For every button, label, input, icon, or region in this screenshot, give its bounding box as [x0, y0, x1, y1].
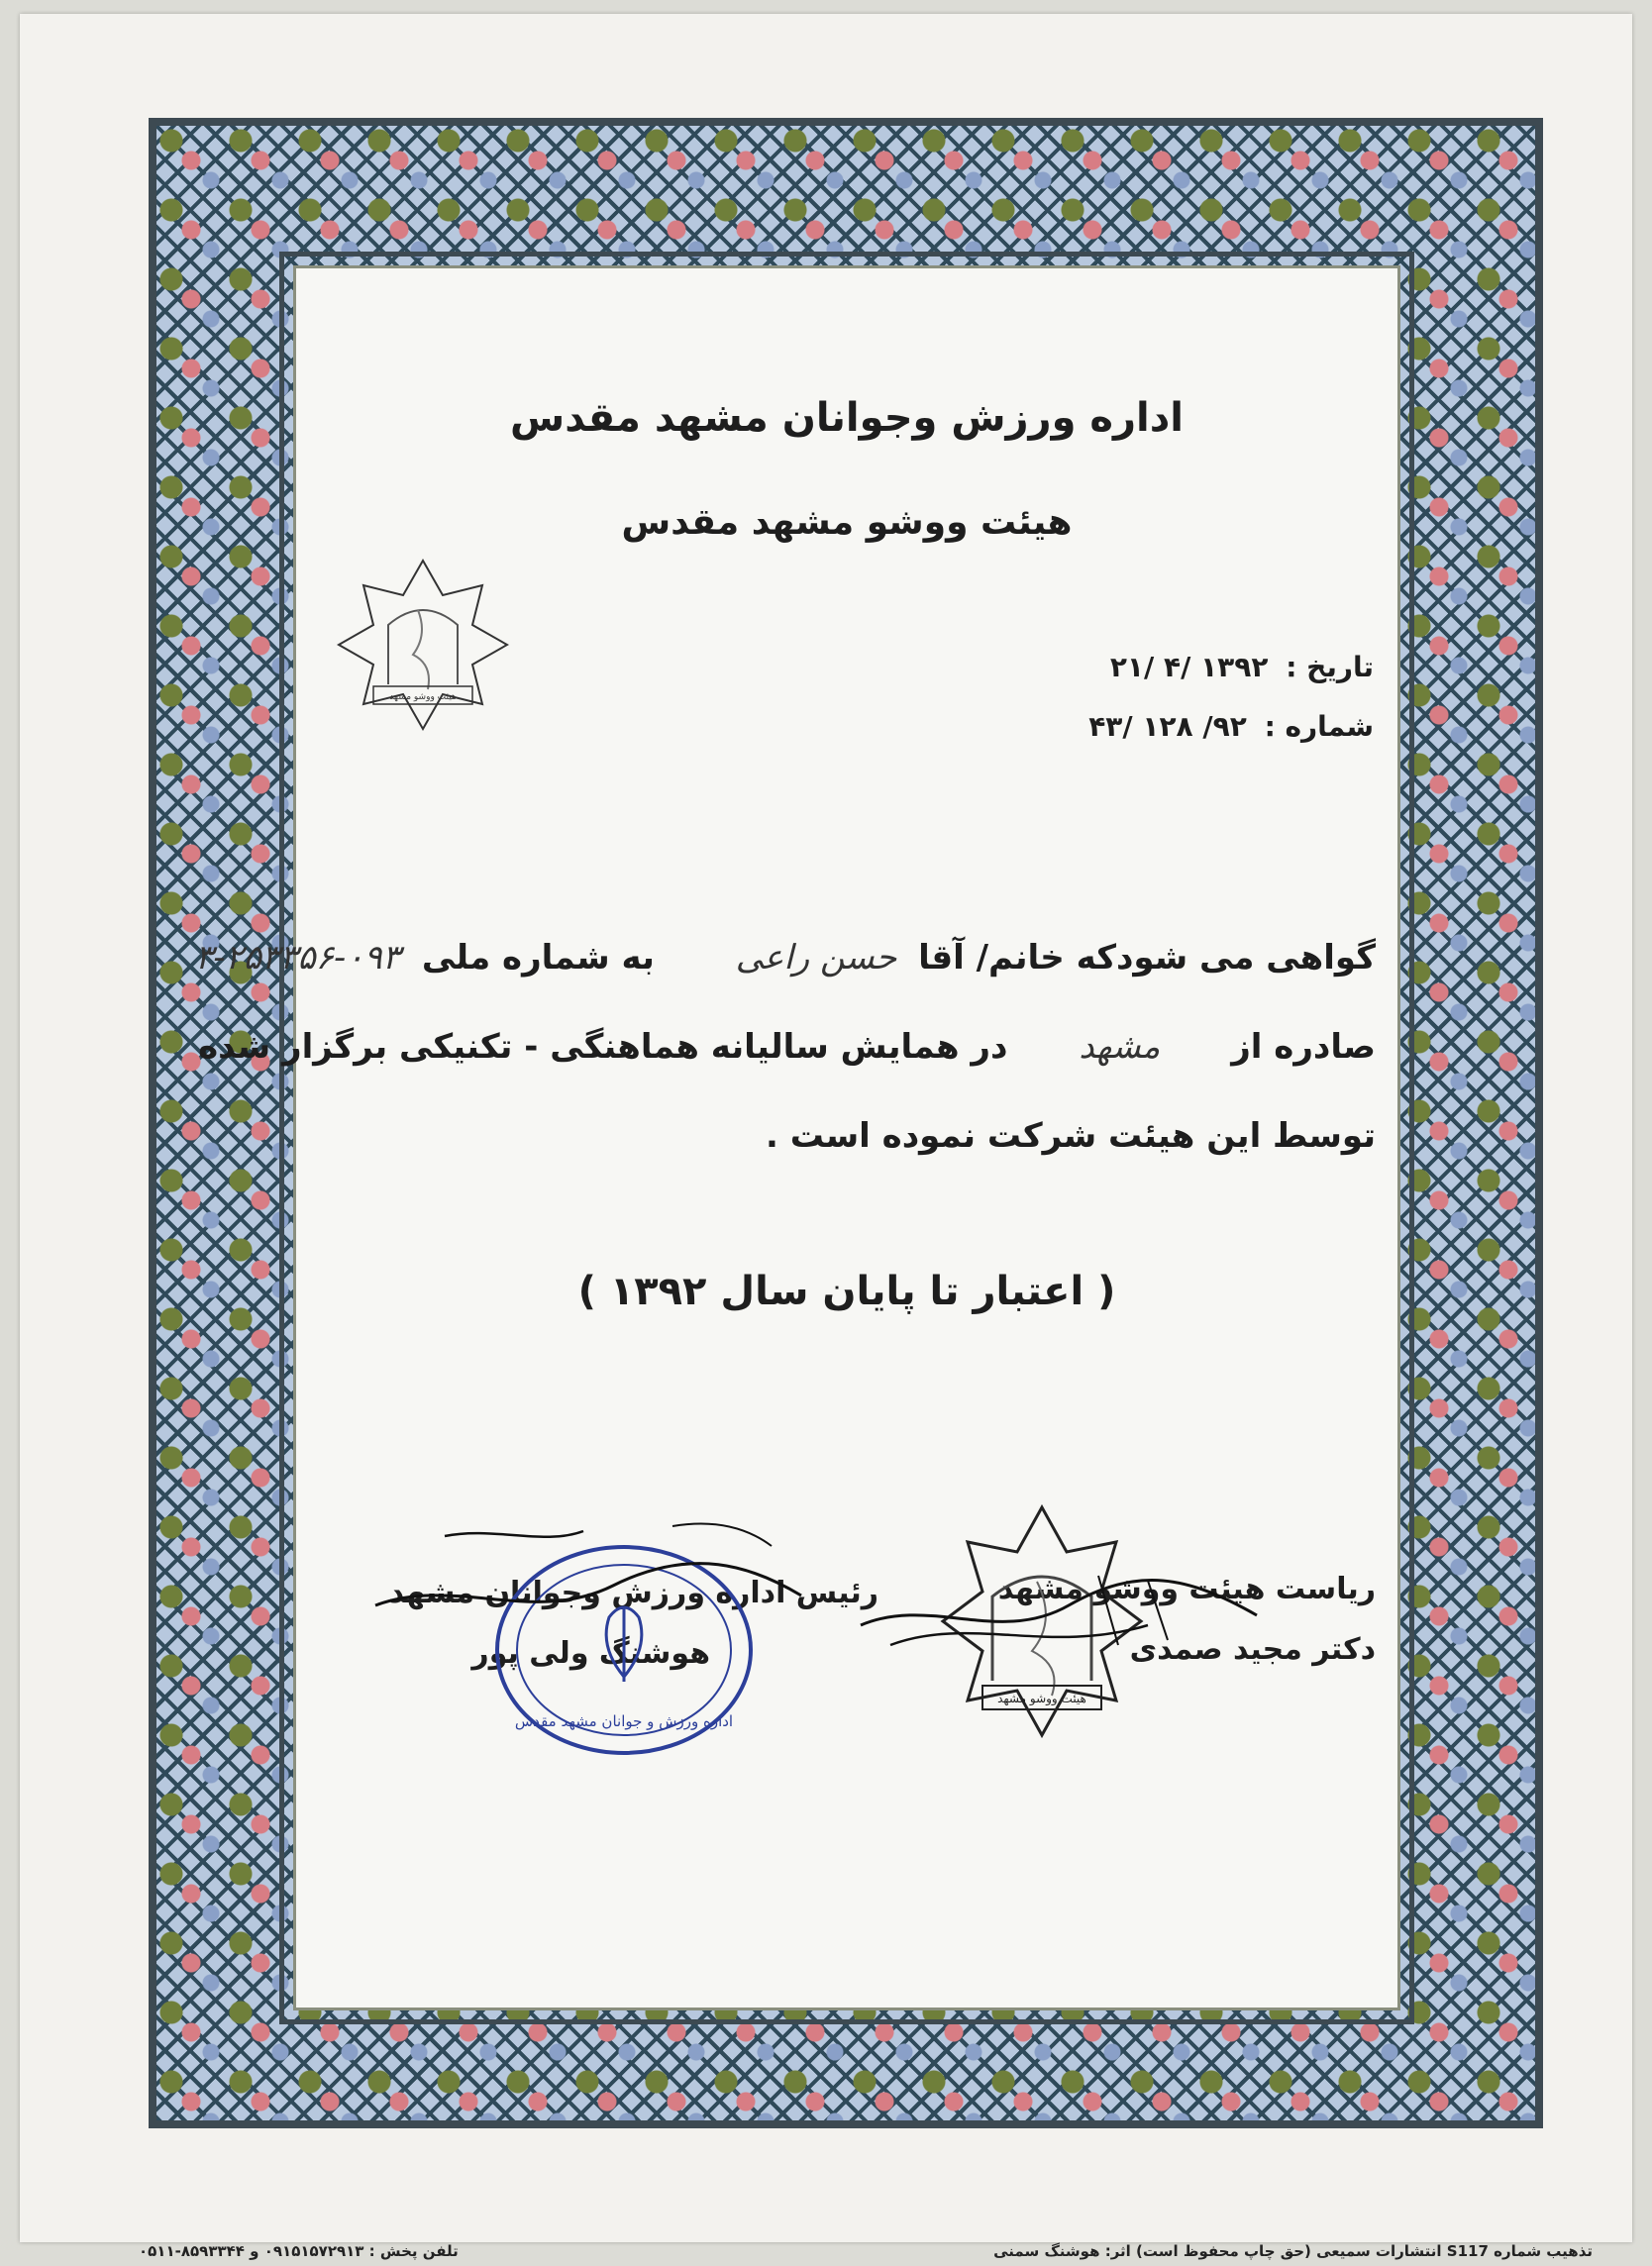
number-row — [1088, 710, 1374, 743]
recipient-name: حسن راعی — [735, 938, 897, 978]
footer-publisher: تذهیب شماره S117 انتشارات سمیعی (حق چاپ محفوظ است) اثر: هوشنگ سمنی — [993, 2242, 1593, 2260]
left-signer-name: هوشنگ ولی پور — [471, 1636, 710, 1671]
logo-large-caption: هیئت ووشو مشهد — [997, 1692, 1086, 1705]
number-label: شماره : — [1264, 710, 1374, 743]
date-value: ۱۳۹۲ /۴ /۲۱ — [1109, 651, 1269, 683]
line1-prefix: گواهی می شودکه خانم/ آقا — [918, 938, 1376, 978]
national-id: ۰۹۳-۲۵۳۳۵۶-۳ — [194, 938, 400, 978]
stamp-text: اداره ورزش و جوانان مشهد مقدس — [514, 1712, 734, 1730]
right-signer-name: دکتر مجید صمدی — [1129, 1632, 1376, 1667]
line2-rest: در همایش سالیانه هماهنگی - تکنیکی برگزار شده — [198, 1027, 1008, 1067]
body-line-3: توسط این هیئت شرکت نموده است . — [765, 1116, 1376, 1156]
federation-title: هیئت ووشو مشهد مقدس — [621, 502, 1073, 543]
date-label: تاریخ : — [1286, 651, 1374, 683]
print-footer — [139, 2242, 1593, 2260]
certificate-paper — [20, 14, 1632, 2260]
left-signer-title: رئیس اداره ورزش وجوانان مشهد — [388, 1576, 878, 1610]
validity-note: ( اعتبار تا پایان سال ۱۳۹۲ ) — [577, 1269, 1116, 1314]
right-signer-title: ریاست هیئت ووشو مشهد — [997, 1572, 1376, 1606]
footer-phone: تلفن پخش : ۰۹۱۵۱۵۷۲۹۱۳ و ۸۵۹۳۳۴۴-۰۵۱۱ — [139, 2242, 459, 2260]
body-line-1 — [194, 938, 1376, 978]
wushu-logo-small — [334, 556, 512, 734]
wushu-logo-large — [938, 1502, 1146, 1740]
organization-title: اداره ورزش وجوانان مشهد مقدس — [510, 395, 1184, 441]
date-row — [1110, 651, 1374, 683]
line2-prefix: صادره از — [1231, 1027, 1376, 1067]
certificate-content — [194, 265, 1400, 2010]
body-line-2 — [198, 1027, 1376, 1067]
logo-caption: هیئت ووشو مشهد — [389, 692, 457, 702]
number-value: ۹۲/ ۱۲۸ /۴۳ — [1088, 710, 1247, 743]
official-stamp — [490, 1538, 758, 1762]
issue-city: مشهد — [1079, 1027, 1161, 1067]
line1-mid: به شماره ملی — [421, 938, 655, 978]
